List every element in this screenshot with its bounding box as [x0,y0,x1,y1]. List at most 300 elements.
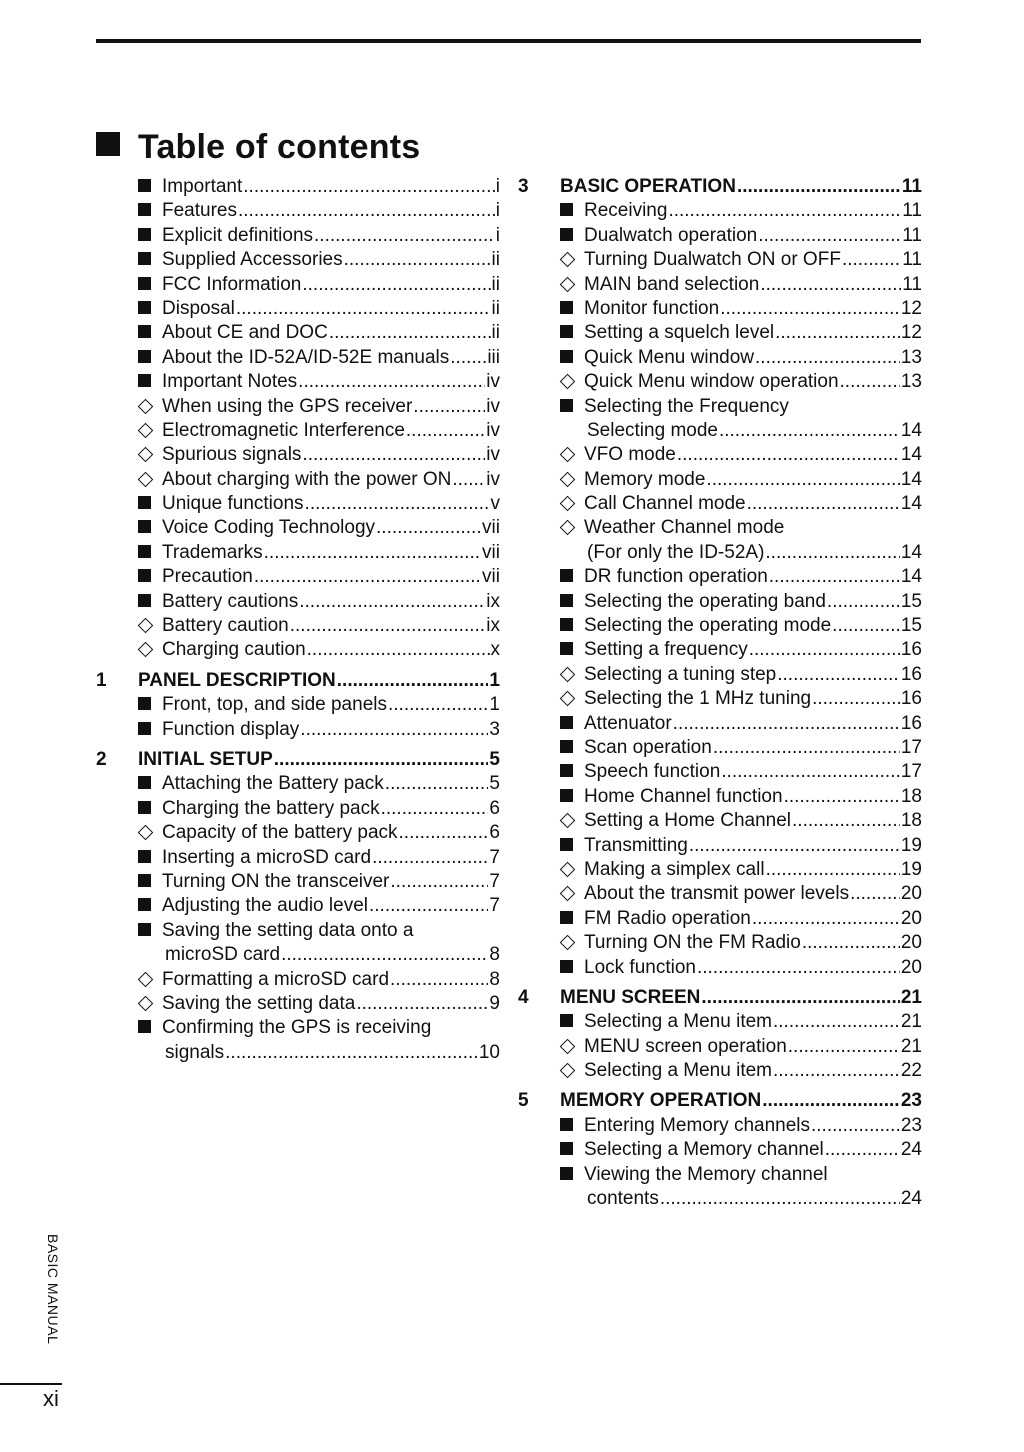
toc-entry-text: About the ID-52A/ID-52E manuals [162,346,450,368]
toc-entry-page: 15 [900,590,922,612]
diamond-bullet-icon [138,614,162,638]
dot-leader [385,772,489,796]
square-bullet-icon [138,199,162,223]
toc-entry-page: 7 [489,895,500,917]
square-bullet-icon [138,297,162,321]
toc-entry-page: 13 [900,371,922,393]
toc-entry-page: 16 [900,663,922,685]
toc-entry[interactable] [518,663,922,687]
dot-leader [660,1187,900,1211]
toc-entry-text: Dualwatch operation [584,224,758,246]
square-bullet-icon [560,199,584,223]
toc-entry-text: Selecting a Menu item [584,1011,772,1033]
toc-entry-text: Important [162,176,243,197]
toc-entry[interactable] [96,992,500,1016]
toc-entry-page: 17 [900,761,922,783]
toc-entry-page: 14 [900,444,922,466]
section-title: MENU SCREEN [560,986,701,1008]
toc-entry-text: Selecting a Memory channel [584,1139,824,1161]
toc-entry-text: Receiving [584,200,668,222]
toc-entry[interactable] [518,1163,922,1187]
section-title: INITIAL SETUP [138,748,273,770]
dot-leader [225,1041,478,1065]
toc-entry-page: 11 [902,249,922,271]
toc-entry-text: Saving the setting data onto a [162,919,414,941]
toc-section [96,175,500,663]
toc-entry-page: 19 [900,858,922,880]
toc-entry[interactable] [518,492,922,516]
dot-leader [842,248,901,272]
toc-entry-page: 14 [900,468,922,490]
toc-entry[interactable] [96,718,500,742]
square-bullet-icon [138,516,162,540]
toc-entry-page: i [495,224,500,246]
dot-leader [274,748,489,772]
square-bullet-icon [560,395,584,419]
toc-entry-text: Battery caution [162,615,289,637]
toc-entry-page: vii [482,517,500,539]
toc-entry[interactable] [518,834,922,858]
dot-leader [812,687,900,711]
toc-entry-text: Saving the setting data [162,992,356,1014]
dot-leader [773,1059,900,1083]
section-page: 11 [901,176,922,197]
toc-entry-text: Selecting the Frequency [584,395,789,417]
toc-entry[interactable] [518,199,922,223]
toc-entry[interactable] [96,541,500,565]
toc-entry[interactable] [96,419,500,443]
toc-entry[interactable] [96,638,500,662]
toc-entry-text: microSD card [165,944,281,966]
toc-entry[interactable] [96,468,500,492]
dot-leader [254,565,481,589]
toc-entry-page: 14 [900,419,922,441]
dot-leader [369,894,488,918]
toc-entry-text: Trademarks [162,541,263,563]
toc-entry-text: Charging caution [162,639,306,661]
square-bullet-icon [138,846,162,870]
dot-leader [701,986,899,1010]
square-bullet-icon [138,693,162,717]
square-bullet-icon [138,346,162,370]
dot-leader [832,614,900,638]
toc-entry-text: Formatting a microSD card [162,968,390,990]
square-bullet-icon [560,638,584,662]
dot-leader [766,858,900,882]
toc-entry[interactable] [518,956,922,980]
square-bullet-icon [560,590,584,614]
dot-leader [737,175,901,199]
diamond-bullet-icon [560,443,584,467]
page-title [96,128,420,167]
toc-entry-page: 22 [900,1060,922,1082]
diamond-bullet-icon [560,1035,584,1059]
toc-entry[interactable] [518,785,922,809]
toc-entry[interactable] [518,736,922,760]
dot-leader [749,638,900,662]
toc-entry-text: MENU screen operation [584,1035,787,1057]
toc-entry[interactable] [96,224,500,248]
square-bullet-icon [560,760,584,784]
dot-leader [668,199,901,223]
toc-entry-page: ix [486,615,500,637]
toc-entry[interactable] [518,1114,922,1138]
toc-entry[interactable] [96,772,500,796]
toc-entry[interactable] [96,492,500,516]
toc-entry[interactable] [518,395,922,419]
toc-section [96,748,500,1065]
toc-entry-page: v [490,493,500,515]
toc-entry[interactable] [96,395,500,419]
toc-entry-text: Explicit definitions [162,224,314,246]
toc-entry-page: 16 [900,712,922,734]
toc-entry[interactable] [96,443,500,467]
toc-entry-page: iv [486,395,500,417]
dot-leader [337,669,489,693]
toc-entry[interactable] [96,199,500,223]
square-bullet-icon [138,772,162,796]
dot-leader [760,273,901,297]
toc-entry-text: Memory mode [584,468,706,490]
square-bullet-icon [560,1138,584,1162]
toc-section-heading[interactable] [96,669,500,693]
dot-leader [236,297,491,321]
toc-entry[interactable] [518,443,922,467]
toc-entry-text: Function display [162,718,300,740]
dot-leader [450,346,486,370]
toc-entry[interactable] [518,590,922,614]
section-number: 3 [518,176,529,197]
toc-entry-page: 6 [489,797,500,819]
toc-entry-text: Front, top, and side panels [162,694,387,716]
toc-entry-text: signals [165,1041,225,1063]
toc-entry[interactable] [518,419,922,443]
toc-entry-page: 14 [900,493,922,515]
dot-leader [376,516,481,540]
toc-entry-text: Lock function [584,956,696,978]
toc-entry-page: ii [491,249,500,271]
square-bullet-icon [138,541,162,565]
diamond-bullet-icon [560,248,584,272]
toc-entry-text: Spurious signals [162,444,302,466]
toc-entry-text: Entering Memory channels [584,1114,810,1136]
toc-entry[interactable] [96,797,500,821]
section-number: 5 [518,1090,529,1112]
toc-entry[interactable] [96,968,500,992]
dot-leader [452,468,485,492]
diamond-bullet-icon [138,821,162,845]
top-rule [96,39,921,43]
toc-entry[interactable] [518,468,922,492]
toc-entry-text: Attenuator [584,712,672,734]
toc-entry-text: Monitor function [584,297,720,319]
toc-entry-text: FM Radio operation [584,907,751,929]
toc-entry[interactable] [96,346,500,370]
square-bullet-icon [138,492,162,516]
dot-leader [755,346,900,370]
toc-entry-page: ix [486,590,500,612]
diamond-bullet-icon [138,968,162,992]
toc-entry[interactable] [96,1016,500,1040]
dot-leader [752,907,900,931]
toc-entry-page: 5 [489,773,500,795]
toc-section-heading[interactable] [518,986,922,1010]
toc-entry-page: 20 [900,907,922,929]
square-bullet-icon [560,1114,584,1138]
dot-leader [413,395,485,419]
section-number: 1 [96,669,107,691]
square-bullet-icon [560,321,584,345]
dot-leader [677,443,900,467]
section-title: BASIC OPERATION [560,176,736,197]
toc-entry[interactable] [518,638,922,662]
toc-entry-page: 8 [489,944,500,966]
toc-entry[interactable] [518,614,922,638]
toc-entry[interactable] [518,1138,922,1162]
dot-leader [721,760,900,784]
toc-entry-text: Home Channel function [584,785,783,807]
toc-entry[interactable] [518,224,922,248]
diamond-bullet-icon [560,809,584,833]
toc-entry[interactable] [518,858,922,882]
toc-entry-page: 19 [900,834,922,856]
toc-entry[interactable] [96,321,500,345]
square-bullet-icon [560,297,584,321]
toc-entry-page: iv [486,371,500,393]
square-bullet-icon [138,248,162,272]
toc-entry[interactable] [96,1041,500,1065]
dot-leader [302,273,490,297]
toc-entry[interactable] [518,1035,922,1059]
toc-entry-page: 20 [900,932,922,954]
toc-entry-page: 18 [900,785,922,807]
toc-entry-page: ii [491,322,500,344]
toc-entry-text: About CE and DOC [162,322,328,344]
toc-entry-page: 11 [902,224,922,246]
toc-entry[interactable] [96,590,500,614]
dot-leader [825,1138,900,1162]
side-rule [0,1383,62,1385]
toc-entry[interactable] [96,297,500,321]
toc-entry-text: Transmitting [584,834,688,856]
square-bullet-icon [138,894,162,918]
toc-entry[interactable] [518,541,922,565]
toc-entry-text: Selecting the operating band [584,590,826,612]
toc-section [96,669,500,742]
toc-entry-text: Inserting a microSD card [162,846,372,868]
diamond-bullet-icon [560,1059,584,1083]
toc-entry[interactable] [518,907,922,931]
toc-entry-page: vii [482,566,500,588]
diamond-bullet-icon [560,931,584,955]
toc-entry[interactable] [518,370,922,394]
diamond-bullet-icon [560,492,584,516]
toc-entry-page: ii [491,273,500,295]
toc-entry[interactable] [96,248,500,272]
square-bullet-icon [560,712,584,736]
toc-entry-text: Electromagnetic Interference [162,419,405,441]
toc-entry-text: About the transmit power levels [584,883,850,905]
dot-leader [356,992,488,1016]
toc-entry-page: 12 [900,297,922,319]
toc-entry-text: When using the GPS receiver [162,395,413,417]
dot-leader [697,956,900,980]
toc-entry-text: Capacity of the battery pack [162,822,398,844]
toc-entry-page: 13 [900,346,922,368]
toc-entry-page: 12 [900,322,922,344]
toc-entry-text: Selecting a Menu item [584,1060,772,1082]
toc-entry-page: 24 [900,1139,922,1161]
page-title-text: Table of contents [138,128,421,166]
square-bullet-icon [138,718,162,742]
toc-entry[interactable] [96,614,500,638]
square-bullet-icon [138,565,162,589]
dot-leader [747,492,900,516]
diamond-bullet-icon [138,395,162,419]
dot-leader [765,541,899,565]
dot-leader [264,541,481,565]
toc-entry[interactable] [518,712,922,736]
toc-entry[interactable] [96,919,500,943]
dot-leader [792,809,900,833]
dot-leader [299,590,485,614]
toc-entry[interactable] [96,273,500,297]
square-bullet-icon [138,273,162,297]
dot-leader [788,1035,900,1059]
toc-entry[interactable] [96,693,500,717]
toc-entry[interactable] [518,687,922,711]
dot-leader [689,834,900,858]
diamond-bullet-icon [560,468,584,492]
toc-entry[interactable] [518,1010,922,1034]
dot-leader [827,590,900,614]
toc-entry[interactable] [96,370,500,394]
toc-entry-page: 18 [900,810,922,832]
square-bullet-icon [138,370,162,394]
toc-entry[interactable] [518,1187,922,1211]
toc-entry-text: Scan operation [584,736,712,758]
toc-entry[interactable] [518,297,922,321]
toc-entry[interactable] [96,565,500,589]
toc-entry-page: i [495,176,500,197]
dot-leader [713,736,900,760]
square-bullet-icon [560,834,584,858]
toc-left-column [96,175,500,1071]
toc-entry[interactable] [518,931,922,955]
toc-entry-page: i [495,200,500,222]
toc-section [518,1089,922,1211]
toc-entry-page: 16 [900,639,922,661]
diamond-bullet-icon [138,638,162,662]
toc-entry-text: Features [162,200,237,222]
dot-leader [307,638,490,662]
toc-section-heading[interactable] [96,748,500,772]
toc-entry-text: Unique functions [162,493,304,515]
toc-entry[interactable] [96,943,500,967]
dot-leader [300,718,488,742]
diamond-bullet-icon [138,468,162,492]
toc-entry-text: Voice Coding Technology [162,517,376,539]
toc-entry-text: Quick Menu window operation [584,371,839,393]
diamond-bullet-icon [560,516,584,540]
toc-entry[interactable] [518,321,922,345]
toc-section-heading[interactable] [518,175,922,199]
toc-entry-text: Turning ON the FM Radio [584,932,801,954]
toc-entry-text: DR function operation [584,566,768,588]
toc-entry-page: 14 [900,566,922,588]
toc-entry-page: 3 [489,718,500,740]
dot-leader [238,199,495,223]
toc-entry[interactable] [96,175,500,199]
toc-entry[interactable] [518,346,922,370]
toc-entry[interactable] [518,516,922,540]
toc-entry-page: 16 [900,688,922,710]
toc-entry[interactable] [518,882,922,906]
dot-leader [706,468,899,492]
toc-entry-page: 8 [489,968,500,990]
toc-entry[interactable] [518,248,922,272]
toc-entry[interactable] [96,870,500,894]
toc-entry-page: 11 [902,200,922,222]
toc-entry[interactable] [96,894,500,918]
toc-entry[interactable] [96,516,500,540]
toc-entry-page: 1 [489,694,500,716]
toc-entry[interactable] [96,821,500,845]
diamond-bullet-icon [560,273,584,297]
toc-entry[interactable] [96,846,500,870]
toc-entry-text: VFO mode [584,444,676,466]
toc-entry-text: MAIN band selection [584,273,760,295]
toc-entry-text: Setting a Home Channel [584,810,792,832]
dot-leader [305,492,490,516]
dot-leader [406,419,485,443]
dot-leader [769,565,900,589]
toc-entry[interactable] [518,1059,922,1083]
dot-leader [381,797,489,821]
diamond-bullet-icon [560,663,584,687]
toc-section-heading[interactable] [518,1089,922,1113]
square-bullet-icon [560,346,584,370]
toc-entry[interactable] [518,809,922,833]
square-bullet-icon [138,1016,162,1040]
toc-entry-text: About charging with the power ON [162,468,452,490]
toc-entry-text: Important Notes [162,371,298,393]
toc-entry[interactable] [518,565,922,589]
diamond-bullet-icon [138,992,162,1016]
square-bullet-icon [138,175,162,199]
dot-leader [719,419,900,443]
dot-leader [344,248,491,272]
toc-entry[interactable] [518,760,922,784]
toc-entry-text: Selecting the operating mode [584,615,832,637]
toc-entry-text: Making a simplex call [584,858,765,880]
toc-entry[interactable] [518,273,922,297]
toc-entry-text: Confirming the GPS is receiving [162,1017,432,1039]
toc-entry-text: Selecting mode [587,419,718,441]
dot-leader [777,663,900,687]
toc-entry-text: Attaching the Battery pack [162,773,384,795]
toc-entry-page: 9 [489,992,500,1014]
square-bullet-icon [560,956,584,980]
page-number: xi [43,1386,59,1411]
diamond-bullet-icon [560,882,584,906]
toc-entry-page: 7 [489,846,500,868]
dot-leader [773,1010,900,1034]
toc-entry-text: Selecting a tuning step [584,663,777,685]
dot-leader [290,614,486,638]
toc-entry-page: 21 [900,1035,922,1057]
dot-leader [673,712,900,736]
